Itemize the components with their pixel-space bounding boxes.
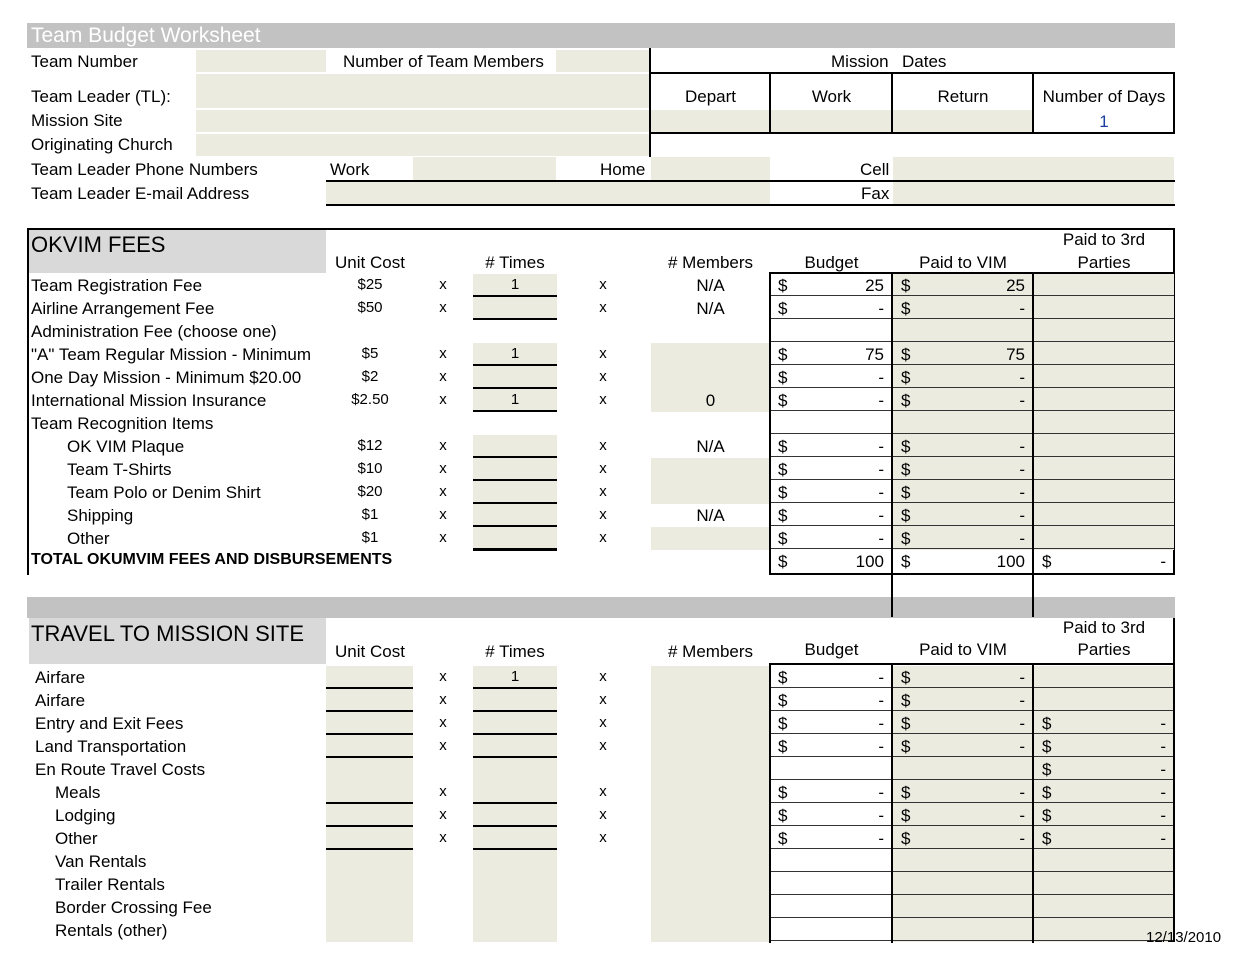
okvim-row-label: One Day Mission - Minimum $20.00 — [31, 368, 302, 387]
divider — [649, 72, 1175, 74]
unit-cost-cell: $20 — [357, 483, 383, 500]
row-divider — [771, 825, 1174, 826]
paid-vim-value: - — [1019, 829, 1025, 848]
members-value: N/A — [696, 437, 725, 456]
times-header: # Times — [485, 253, 545, 272]
email-field[interactable] — [326, 182, 770, 205]
row-divider — [771, 364, 1174, 365]
paid-vim-dollar: $ — [901, 460, 911, 479]
times-x: x — [439, 345, 447, 362]
originating-church-field[interactable] — [196, 134, 649, 156]
home-phone-label: Home — [600, 160, 646, 179]
unit-cost-underline — [326, 848, 413, 850]
travel-row-label: Van Rentals — [55, 852, 147, 871]
budget-value: - — [878, 714, 884, 733]
budget-value: - — [878, 299, 884, 318]
travel-times-column[interactable] — [473, 666, 557, 942]
budget-value: 75 — [865, 345, 884, 364]
travel-row-label: Airfare — [35, 668, 86, 687]
row-divider — [771, 548, 1174, 549]
section-separator — [27, 597, 1175, 618]
paid-vim-dollar: $ — [901, 783, 911, 802]
okvim-row-label: Airline Arrangement Fee — [31, 299, 215, 318]
times-value: 1 — [510, 668, 520, 685]
paid-3rd-dollar: $ — [1042, 737, 1052, 756]
budget-dollar: $ — [778, 276, 788, 295]
okvim-row-label: Administration Fee (choose one) — [31, 322, 277, 341]
paid-vim-dollar: $ — [901, 529, 911, 548]
originating-church-label: Originating Church — [31, 135, 173, 154]
total-3rd-value: - — [1160, 552, 1166, 571]
times-input[interactable] — [473, 481, 557, 504]
total-budget-value: 100 — [855, 552, 884, 571]
members-x: x — [599, 829, 607, 846]
depart-header: Depart — [684, 87, 737, 106]
okvim-row-label: Shipping — [67, 506, 134, 525]
paid-vim-value: - — [1019, 391, 1025, 410]
paid-3rd-column — [1034, 274, 1174, 550]
okvim-row-label: Team T-Shirts — [67, 460, 172, 479]
work-field[interactable] — [771, 110, 892, 132]
members-x: x — [599, 391, 607, 408]
paid-3rd-dollar: $ — [1042, 829, 1052, 848]
times-x: x — [439, 506, 447, 523]
total-vim-value: 100 — [996, 552, 1025, 571]
unit-cost-cell: $1 — [361, 529, 379, 546]
total-underline — [473, 549, 557, 551]
unit-cost-underline — [326, 802, 413, 804]
divider — [891, 72, 893, 133]
paid-vim-dollar: $ — [901, 737, 911, 756]
row-divider — [771, 802, 1174, 803]
members-cell[interactable] — [651, 458, 770, 504]
travel-row-label: Meals — [55, 783, 101, 802]
okvim-row-label: International Mission Insurance — [31, 391, 267, 410]
parties-header: Parties — [1077, 253, 1131, 272]
members-value: N/A — [696, 276, 725, 295]
times-x: x — [439, 276, 447, 293]
budget-dollar: $ — [778, 783, 788, 802]
paid-vim-dollar: $ — [901, 276, 911, 295]
budget-dollar: $ — [778, 437, 788, 456]
mission-site-field[interactable] — [196, 110, 649, 132]
budget-value: - — [878, 483, 884, 502]
times-x: x — [439, 737, 447, 754]
travel-parties-header: Parties — [1077, 640, 1131, 659]
divider — [1032, 72, 1034, 133]
unit-cost-cell: $2.50 — [351, 391, 389, 408]
paid-vim-dollar: $ — [901, 483, 911, 502]
cell-phone-field[interactable] — [893, 157, 1174, 180]
travel-title: TRAVEL TO MISSION SITE — [31, 621, 305, 646]
travel-row-label: Border Crossing Fee — [55, 898, 212, 917]
travel-members-column[interactable] — [651, 666, 770, 942]
paid-3rd-value: - — [1160, 829, 1166, 848]
paid-vim-dollar: $ — [901, 437, 911, 456]
paid-vim-value: - — [1019, 368, 1025, 387]
members-x: x — [599, 668, 607, 685]
paid-vim-value: - — [1019, 691, 1025, 710]
paid-vim-dollar: $ — [901, 714, 911, 733]
team-leader-label: Team Leader (TL): — [31, 87, 171, 106]
depart-field[interactable] — [651, 110, 770, 132]
budget-dollar: $ — [778, 345, 788, 364]
paid-vim-value: - — [1019, 506, 1025, 525]
paid-vim-dollar: $ — [901, 806, 911, 825]
divider — [326, 204, 1175, 206]
row-divider — [771, 779, 1174, 780]
members-x: x — [599, 783, 607, 800]
times-x: x — [439, 783, 447, 800]
okvim-row-label: OK VIM Plaque — [67, 437, 185, 456]
times-x: x — [439, 529, 447, 546]
page-title: Team Budget Worksheet — [31, 24, 261, 47]
total-label: TOTAL OKUMVIM FEES AND DISBURSEMENTS — [31, 551, 393, 568]
budget-dollar: $ — [778, 529, 788, 548]
times-underline — [473, 687, 557, 689]
times-input[interactable] — [473, 504, 557, 527]
okvim-row-label: Other — [67, 529, 110, 548]
budget-value: - — [878, 668, 884, 687]
members-x: x — [599, 714, 607, 731]
team-leader-field[interactable] — [196, 74, 649, 108]
return-field[interactable] — [893, 110, 1033, 132]
budget-value: - — [878, 368, 884, 387]
members-header: # Members — [667, 253, 754, 272]
row-divider — [771, 318, 1174, 319]
times-x: x — [439, 691, 447, 708]
budget-value: - — [878, 529, 884, 548]
return-header: Return — [937, 87, 989, 106]
okvim-row-label: Team Polo or Denim Shirt — [67, 483, 261, 502]
times-value: 1 — [510, 391, 520, 408]
mission-site-label: Mission Site — [31, 111, 123, 130]
members-x: x — [599, 806, 607, 823]
times-underline — [473, 825, 557, 827]
members-x: x — [599, 483, 607, 500]
row-divider — [771, 710, 1174, 711]
okvim-row-label: Team Recognition Items — [31, 414, 214, 433]
work-header: Work — [811, 87, 852, 106]
phone-numbers-label: Team Leader Phone Numbers — [31, 160, 258, 179]
budget-dollar: $ — [778, 737, 788, 756]
budget-dollar: $ — [778, 668, 788, 687]
budget-header: Budget — [804, 253, 859, 272]
travel-row-label: Trailer Rentals — [55, 875, 165, 894]
travel-paid-3rd-column — [1034, 666, 1174, 942]
divider — [1032, 272, 1034, 574]
paid-vim-dollar: $ — [901, 299, 911, 318]
unit-cost-underline — [326, 756, 413, 758]
times-x: x — [439, 806, 447, 823]
work-phone-label: Work — [330, 160, 370, 179]
unit-cost-underline — [326, 687, 413, 689]
row-divider — [771, 502, 1174, 503]
members-x: x — [599, 529, 607, 546]
team-number-field[interactable] — [196, 50, 326, 72]
paid-vim-value: 25 — [1006, 276, 1025, 295]
work-phone-field[interactable] — [413, 157, 556, 180]
unit-cost-cell: $2 — [361, 368, 379, 385]
travel-budget-header: Budget — [804, 640, 859, 659]
paid-vim-dollar: $ — [901, 691, 911, 710]
travel-members-header: # Members — [667, 642, 754, 661]
divider — [891, 272, 893, 574]
cell-phone-label: Cell — [860, 160, 890, 179]
times-x: x — [439, 829, 447, 846]
budget-dollar: $ — [778, 368, 788, 387]
paid-vim-value: - — [1019, 460, 1025, 479]
times-input[interactable] — [473, 366, 557, 389]
unit-cost-cell: $1 — [361, 506, 379, 523]
total-3rd-dollar: $ — [1042, 552, 1052, 571]
num-members-label: Number of Team Members — [343, 52, 544, 71]
paid-vim-value: - — [1019, 483, 1025, 502]
team-number-label: Team Number — [31, 52, 138, 71]
members-x: x — [599, 368, 607, 385]
travel-row-label: Rentals (other) — [55, 921, 168, 940]
divider — [649, 132, 1175, 134]
times-underline — [473, 733, 557, 735]
row-divider — [771, 756, 1174, 757]
unit-cost-cell: $5 — [361, 345, 379, 362]
budget-value: - — [878, 460, 884, 479]
row-divider — [771, 917, 1174, 918]
members-x: x — [599, 437, 607, 454]
row-divider — [771, 687, 1174, 688]
unit-cost-cell: $50 — [357, 299, 383, 316]
row-divider — [771, 733, 1174, 734]
times-input[interactable] — [473, 435, 557, 458]
budget-dollar: $ — [778, 691, 788, 710]
members-x: x — [599, 460, 607, 477]
travel-row-label: En Route Travel Costs — [35, 760, 206, 779]
members-cell[interactable] — [651, 343, 770, 389]
travel-times-header: # Times — [485, 642, 545, 661]
num-members-field[interactable] — [556, 50, 649, 72]
members-value: 0 — [705, 391, 716, 410]
home-phone-field[interactable] — [651, 157, 770, 180]
times-underline — [473, 756, 557, 758]
times-x: x — [439, 714, 447, 731]
paid-vim-value: - — [1019, 529, 1025, 548]
unit-cost-cell: $10 — [357, 460, 383, 477]
paid-vim-dollar: $ — [901, 345, 911, 364]
okvim-row-label: "A" Team Regular Mission - Minimum — [31, 345, 312, 364]
paid-3rd-value: - — [1160, 760, 1166, 779]
paid-vim-value: - — [1019, 737, 1025, 756]
budget-dollar: $ — [778, 806, 788, 825]
budget-value: - — [878, 437, 884, 456]
row-divider — [771, 479, 1174, 480]
travel-row-label: Land Transportation — [35, 737, 187, 756]
members-value: N/A — [696, 506, 725, 525]
members-x: x — [599, 276, 607, 293]
budget-value: - — [878, 391, 884, 410]
budget-dollar: $ — [778, 391, 788, 410]
row-divider — [771, 410, 1174, 411]
paid-3rd-value: - — [1160, 714, 1166, 733]
members-x: x — [599, 737, 607, 754]
print-date: 12/13/2010 — [1146, 929, 1222, 946]
budget-value: - — [878, 737, 884, 756]
paid-vim-value: - — [1019, 437, 1025, 456]
divider — [1173, 72, 1175, 133]
paid-3rd-value: - — [1160, 806, 1166, 825]
fax-field[interactable] — [893, 182, 1174, 205]
budget-dollar: $ — [778, 460, 788, 479]
paid-3rd-value: - — [1160, 783, 1166, 802]
total-budget-dollar: $ — [778, 552, 788, 571]
travel-unit-cost-column[interactable] — [326, 666, 413, 942]
row-divider — [771, 894, 1174, 895]
times-x: x — [439, 668, 447, 685]
total-vim-dollar: $ — [901, 552, 911, 571]
row-divider — [771, 848, 1174, 849]
budget-value: - — [878, 829, 884, 848]
budget-value: - — [878, 691, 884, 710]
paid-3rd-dollar: $ — [1042, 714, 1052, 733]
paid-3rd-dollar: $ — [1042, 760, 1052, 779]
unit-cost-cell: $25 — [357, 276, 383, 293]
paid-vim-value: - — [1019, 806, 1025, 825]
mission-label: Mission — [831, 52, 889, 71]
times-input[interactable] — [473, 527, 557, 550]
paid-vim-dollar: $ — [901, 391, 911, 410]
okvim-row-label: Team Registration Fee — [31, 276, 203, 295]
times-underline — [473, 848, 557, 850]
times-x: x — [439, 437, 447, 454]
paid-vim-dollar: $ — [901, 829, 911, 848]
budget-dollar: $ — [778, 506, 788, 525]
times-x: x — [439, 368, 447, 385]
paid-3rd-value: - — [1160, 737, 1166, 756]
times-input[interactable] — [473, 297, 557, 320]
members-cell[interactable] — [651, 527, 770, 550]
divider — [891, 663, 893, 943]
unit-cost-header: Unit Cost — [335, 253, 405, 272]
divider — [891, 575, 893, 617]
number-of-days-value: 1 — [1099, 112, 1109, 131]
travel-unit-cost-header: Unit Cost — [335, 642, 405, 661]
members-x: x — [599, 345, 607, 362]
travel-paid-3rd-header: Paid to 3rd — [1062, 618, 1146, 637]
paid-vim-value: - — [1019, 783, 1025, 802]
times-underline — [473, 802, 557, 804]
travel-paid-vim-header: Paid to VIM — [919, 640, 1007, 659]
row-divider — [771, 456, 1174, 457]
divider — [649, 48, 651, 157]
divider — [1173, 618, 1175, 942]
members-x: x — [599, 299, 607, 316]
paid-3rd-header: Paid to 3rd — [1062, 230, 1146, 249]
paid-vim-value: - — [1019, 668, 1025, 687]
paid-3rd-dollar: $ — [1042, 783, 1052, 802]
budget-dollar: $ — [778, 299, 788, 318]
unit-cost-underline — [326, 733, 413, 735]
paid-vim-header: Paid to VIM — [919, 253, 1007, 272]
divider — [769, 663, 771, 943]
dates-label: Dates — [902, 52, 947, 71]
travel-row-label: Entry and Exit Fees — [35, 714, 184, 733]
divider — [769, 72, 771, 133]
paid-vim-value: - — [1019, 299, 1025, 318]
times-x: x — [439, 483, 447, 500]
budget-value: - — [878, 806, 884, 825]
budget-value: 25 — [865, 276, 884, 295]
budget-value: - — [878, 783, 884, 802]
travel-row-label: Lodging — [55, 806, 116, 825]
divider — [1032, 663, 1034, 943]
travel-row-label: Airfare — [35, 691, 86, 710]
times-x: x — [439, 299, 447, 316]
okvim-title: OKVIM FEES — [31, 232, 166, 257]
fax-label: Fax — [861, 184, 890, 203]
paid-vim-dollar: $ — [901, 506, 911, 525]
times-x: x — [439, 460, 447, 477]
paid-vim-dollar: $ — [901, 368, 911, 387]
budget-dollar: $ — [778, 829, 788, 848]
row-divider — [771, 341, 1174, 342]
unit-cost-cell: $12 — [357, 437, 383, 454]
row-divider — [771, 525, 1174, 526]
times-x: x — [439, 391, 447, 408]
divider — [769, 663, 1175, 665]
row-divider — [771, 871, 1174, 872]
row-divider — [771, 433, 1174, 434]
paid-vim-value: - — [1019, 714, 1025, 733]
divider — [27, 228, 29, 575]
email-label: Team Leader E-mail Address — [31, 184, 250, 203]
divider — [769, 272, 771, 574]
budget-dollar: $ — [778, 714, 788, 733]
members-x: x — [599, 691, 607, 708]
paid-vim-value: 75 — [1006, 345, 1025, 364]
divider — [769, 573, 1175, 575]
members-x: x — [599, 506, 607, 523]
times-underline — [473, 710, 557, 712]
number-of-days-header: Number of Days — [1042, 87, 1166, 106]
paid-vim-dollar: $ — [901, 668, 911, 687]
divider — [1032, 575, 1034, 617]
travel-row-label: Other — [55, 829, 98, 848]
row-divider — [771, 387, 1174, 388]
row-divider — [771, 295, 1174, 296]
budget-value: - — [878, 506, 884, 525]
members-value: N/A — [696, 299, 725, 318]
paid-3rd-dollar: $ — [1042, 806, 1052, 825]
times-value: 1 — [510, 345, 520, 362]
unit-cost-underline — [326, 710, 413, 712]
unit-cost-underline — [326, 825, 413, 827]
budget-dollar: $ — [778, 483, 788, 502]
row-divider — [771, 940, 1174, 941]
times-input[interactable] — [473, 458, 557, 481]
times-value: 1 — [510, 276, 520, 293]
